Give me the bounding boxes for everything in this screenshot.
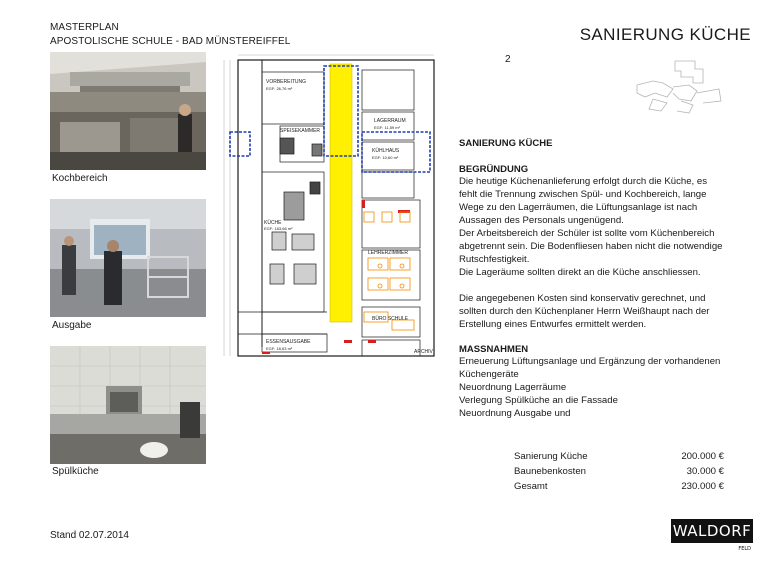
room-label-buero: BÜRO SCHULE — [372, 316, 409, 322]
cost-value: 30.000 € — [686, 466, 724, 477]
massnahmen-line: Erneuerung Lüftungsanlage und Ergänzung der vorhandenen — [459, 356, 721, 367]
begruendung-line: Die heutige Küchenanlieferung erfolgt durch die Küche, es — [459, 176, 708, 187]
floor-plan — [222, 52, 436, 364]
photo-spuelkueche — [50, 346, 206, 464]
room-label-essensausgabe: ESSENSAUSGABE — [266, 339, 311, 345]
kosten-line: sollten durch den Küchenplaner Herrn Weißhaupt nach der — [459, 306, 710, 317]
cost-row — [514, 451, 724, 462]
cost-label: Sanierung Küche — [514, 451, 588, 462]
key-map — [633, 57, 725, 117]
room-area-kuehlhaus: EGF: 10,60 m² — [372, 155, 399, 160]
kosten-text — [459, 292, 759, 331]
massnahmen-line: Neuordnung Ausgabe und — [459, 408, 571, 419]
stand-date: Stand 02.07.2014 — [50, 530, 129, 541]
room-label-kueche: KÜCHE — [264, 220, 282, 226]
massnahmen-title: MASSNAHMEN — [459, 344, 529, 355]
cost-value: 230.000 € — [681, 481, 724, 492]
waldorf-logo — [671, 519, 753, 552]
room-label-archiv: ARCHIV — [414, 349, 433, 355]
page-number: 2 — [505, 54, 511, 65]
logo-text: WALDORF — [672, 522, 752, 540]
photo-caption-ausgabe: Ausgabe — [52, 320, 92, 331]
room-label-vorbereitung: VORBEREITUNG — [266, 79, 307, 85]
massnahmen-line: Neuordnung Lagerräume — [459, 382, 567, 393]
room-label-kuehlhaus: KÜHLHAUS — [372, 148, 400, 154]
cost-label: Gesamt — [514, 481, 548, 492]
room-area-lagerraum: EGF: 11,59 m² — [374, 125, 400, 130]
room-label-speisekammer: SPEISEKAMMER — [280, 128, 321, 134]
cost-label: Baunebenkosten — [514, 466, 587, 477]
cost-row — [514, 481, 724, 492]
page-title: SANIERUNG KÜCHE — [579, 25, 751, 44]
cost-value: 200.000 € — [681, 451, 724, 462]
kosten-line: Erstellung eines Entwurfes ermittelt werden. — [459, 319, 647, 330]
kosten-line: Die angegebenen Kosten sind konservativ gerechnet, und — [459, 293, 706, 304]
begruendung-title: BEGRÜNDUNG — [459, 164, 529, 175]
begruendung-line: fehlt die Trennung zwischen Spül- und Kochbereich, lange — [459, 189, 707, 200]
begruendung-line: Wege zu den Lagerräumen, die Lüftungsanlage ist nach — [459, 202, 698, 213]
cost-row — [514, 466, 724, 477]
begruendung-line: abgetrennt sein. Die Bodenfliesen haben nicht die notwendige — [459, 241, 723, 252]
room-area-vorbereitung: EGF: 26,76 m² — [266, 86, 293, 91]
photo-caption-kochbereich: Kochbereich — [52, 173, 108, 184]
room-label-lehrerzimmer: LEHRERZIMMER — [368, 250, 409, 256]
room-area-essensausgabe: EGF: 18,63 m² — [266, 346, 293, 351]
begruendung-line: Aussagen des Personals ungenügend. — [459, 215, 624, 226]
room-area-kueche: EGF: 183,66 m² — [264, 226, 293, 231]
massnahmen-text — [459, 355, 759, 420]
header-line-1: MASTERPLAN — [50, 22, 119, 33]
massnahmen-line: Küchengeräte — [459, 369, 519, 380]
photo-caption-spuelkueche: Spülküche — [52, 466, 99, 477]
begruendung-text — [459, 175, 759, 279]
logo-subtext: FELD — [738, 546, 751, 552]
content-heading: SANIERUNG KÜCHE — [459, 138, 553, 149]
begruendung-line: Die Lageräume sollten direkt an die Küche anschliessen. — [459, 267, 701, 278]
photo-kochbereich — [50, 52, 206, 170]
room-label-lagerraum: LAGERRAUM — [374, 118, 406, 124]
begruendung-line: Rutschfestigkeit. — [459, 254, 530, 265]
begruendung-line: Der Arbeitsbereich der Schüler ist sollte vom Küchenbereich — [459, 228, 715, 239]
photo-ausgabe — [50, 199, 206, 317]
header-line-2: APOSTOLISCHE SCHULE - BAD MÜNSTEREIFFEL — [50, 36, 291, 47]
massnahmen-line: Verlegung Spülküche an die Fassade — [459, 395, 618, 406]
